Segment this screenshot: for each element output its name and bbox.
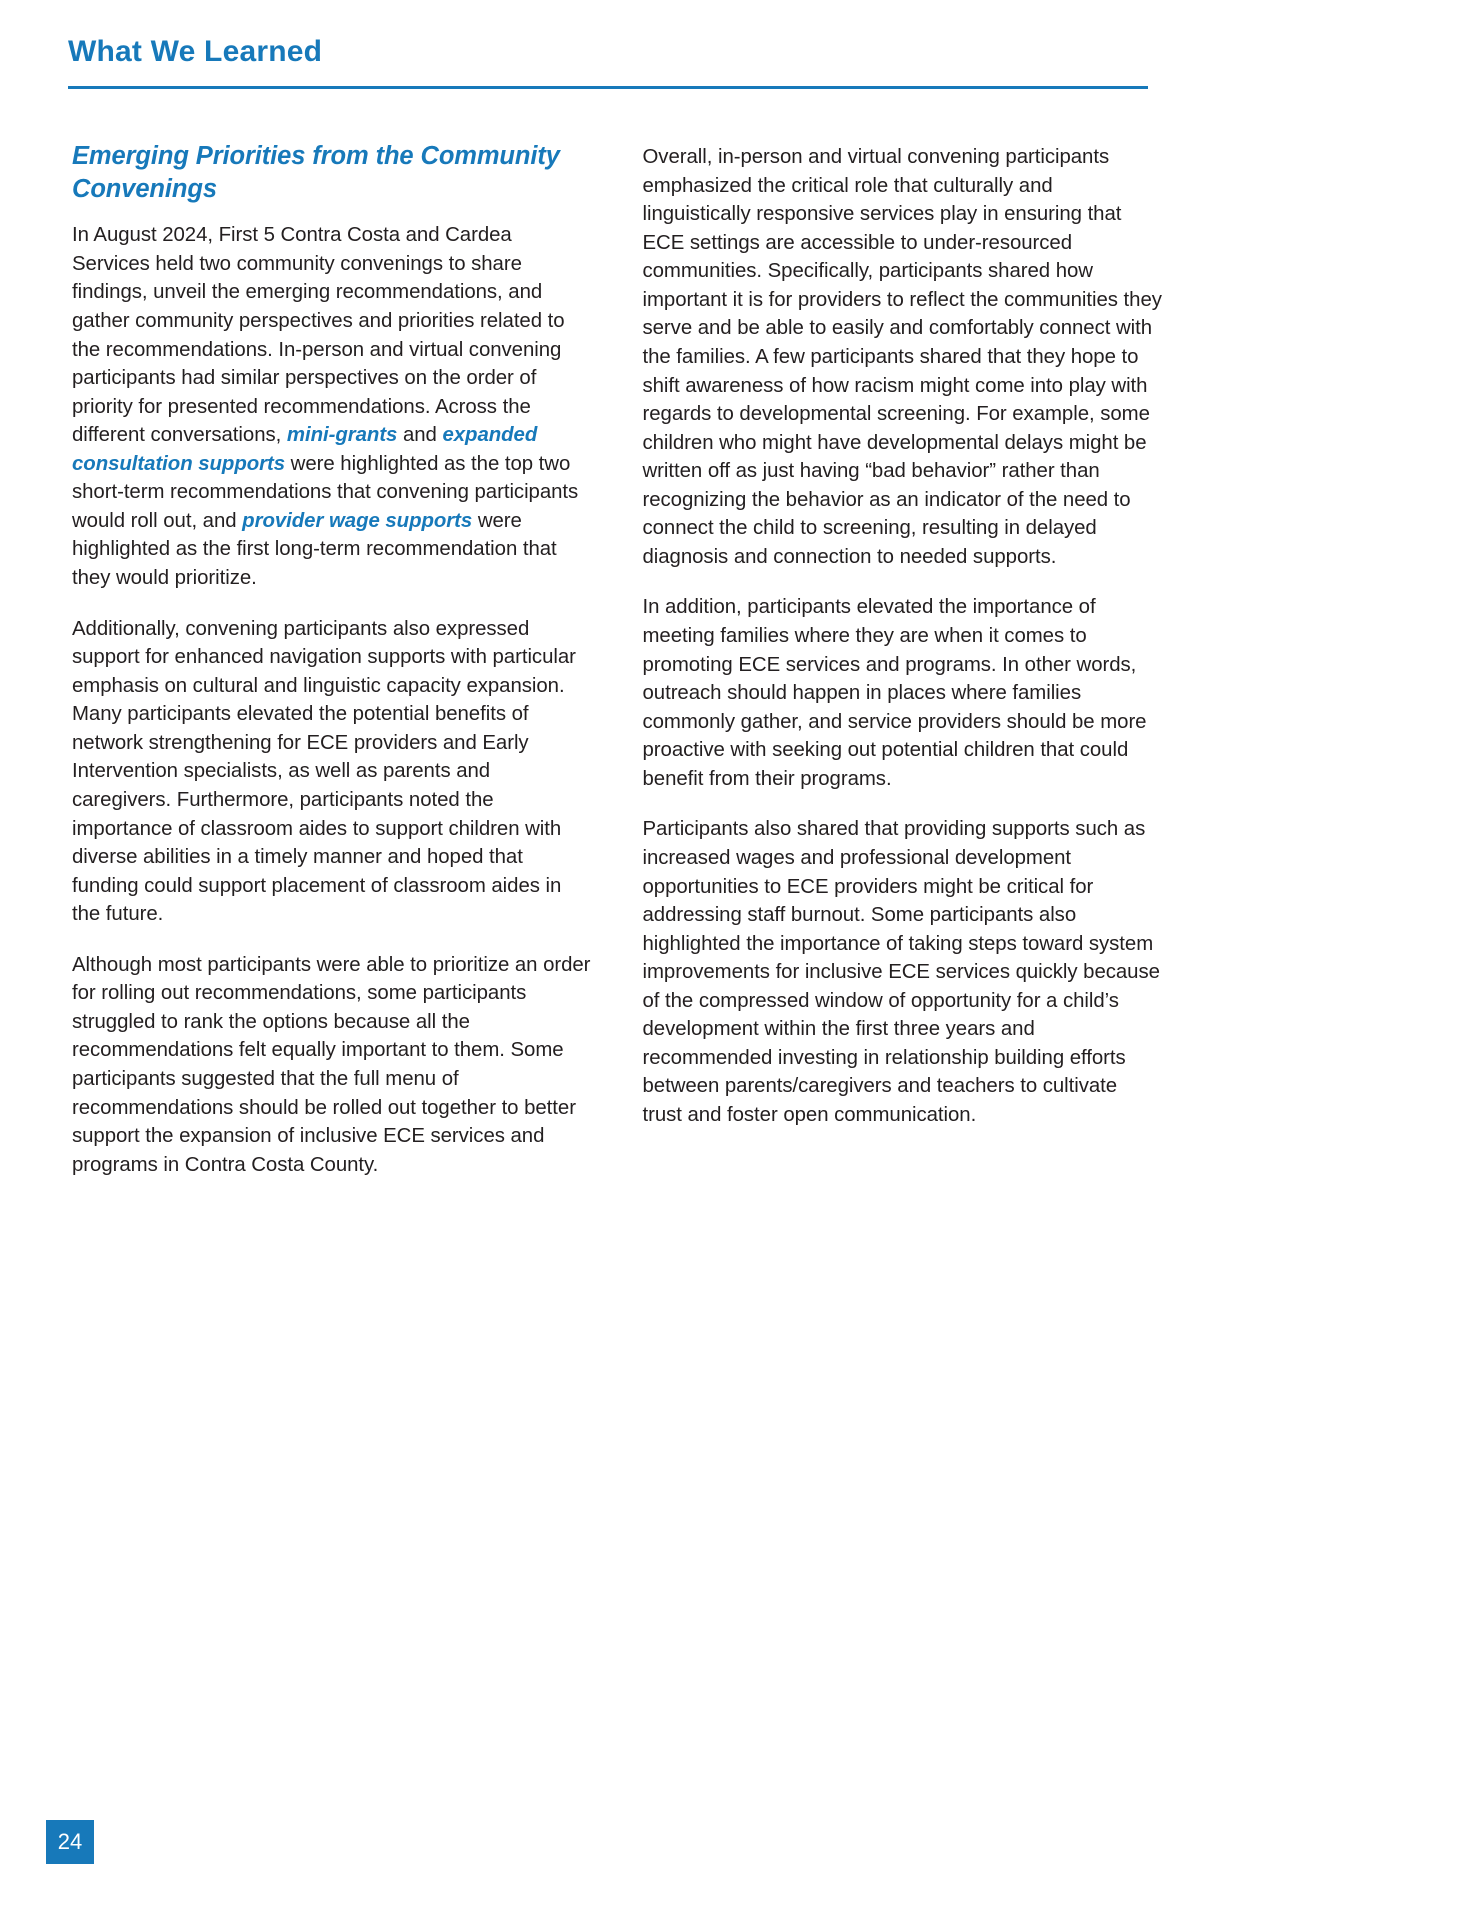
- emphasis-mini-grants: mini-grants: [286, 424, 398, 447]
- emphasis-provider-wage-supports: provider wage supports: [242, 509, 473, 532]
- emphasis-expanded-consultation-supports: expanded consultation supports: [72, 424, 538, 475]
- right-paragraph-3: Participants also shared that providing supports such as increased wages and professional development opportunities to ECE providers might be critical for addressing staff burnout. Some participants also highlighted the importance of taking steps toward system improvements for inclusive ECE services quickly because of the compressed window of opportunity for a child’s development within the first three years and recommended investing in relationship building efforts between parents/caregivers and teachers to cultivate trust and foster open communication.: [642, 818, 1160, 1126]
- running-header-title: What We Learned: [68, 35, 323, 68]
- right-column: [643, 140, 1163, 1179]
- right-paragraph-2: In addition, participants elevated the importance of meeting families where they are when it comes to promoting ECE services and programs. In other words, outreach should happen in places where families commonly gather, and service providers should be more proactive with seeking out potential children that could benefit from their programs.: [642, 596, 1147, 790]
- paragraph-text-segment: were highlighted as the first long-term recommendation that they would prioritize.: [72, 509, 557, 589]
- paragraph-text-segment: were highlighted as the top two short-term recommendations that convening participants would roll out, and: [72, 452, 579, 532]
- left-paragraph-1: [72, 221, 592, 592]
- header-divider-rule: [68, 86, 1148, 89]
- two-column-body: [72, 140, 1162, 1179]
- left-paragraph-3: Although most participants were able to prioritize an order for rolling out recommendations, some participants struggled to rank the options because all the recommendations felt equally important to them. Some participants suggested that the full menu of recommendations should be rolled out together to better support the expansion of inclusive ECE services and programs in Contra Costa County.: [72, 953, 591, 1176]
- paragraph-text-segment: In August 2024, First 5 Contra Costa and Cardea Services held two community convenings to share findings, unveil the emerging recommendations, and gather community perspectives and priorities related to the recommendations. In-person and virtual convening participants had similar perspectives on the order of priority for presented recommendations. Across the different conversations,: [72, 224, 565, 447]
- left-column: [72, 140, 592, 1179]
- paragraph-text-segment: and: [397, 424, 443, 447]
- section-heading: Emerging Priorities from the Community Convenings: [72, 142, 560, 203]
- right-paragraph-1: Overall, in-person and virtual convening participants emphasized the critical role that culturally and linguistically responsive services play in ensuring that ECE settings are accessible to under-resourced communities. Specifically, participants shared how important it is for providers to reflect the communities they serve and be able to easily and comfortably connect with the families. A few participants shared that they hope to shift awareness of how racism might come into play with regards to developmental screening. For example, some children who might have developmental delays might be written off as just having “bad behavior” rather than recognizing the behavior as an indicator of the need to connect the child to screening, resulting in delayed diagnosis and connection to needed supports.: [642, 146, 1162, 568]
- page-number-badge: 24: [46, 1820, 94, 1864]
- running-header: [68, 34, 1148, 70]
- left-paragraph-2: Additionally, convening participants also expressed support for enhanced navigation supports with particular emphasis on cultural and linguistic capacity expansion. Many participants elevated the potential benefits of network strengthening for ECE providers and Early Intervention specialists, as well as parents and caregivers. Furthermore, participants noted the importance of classroom aides to support children with diverse abilities in a timely manner and hoped that funding could support placement of classroom aides in the future.: [72, 617, 576, 926]
